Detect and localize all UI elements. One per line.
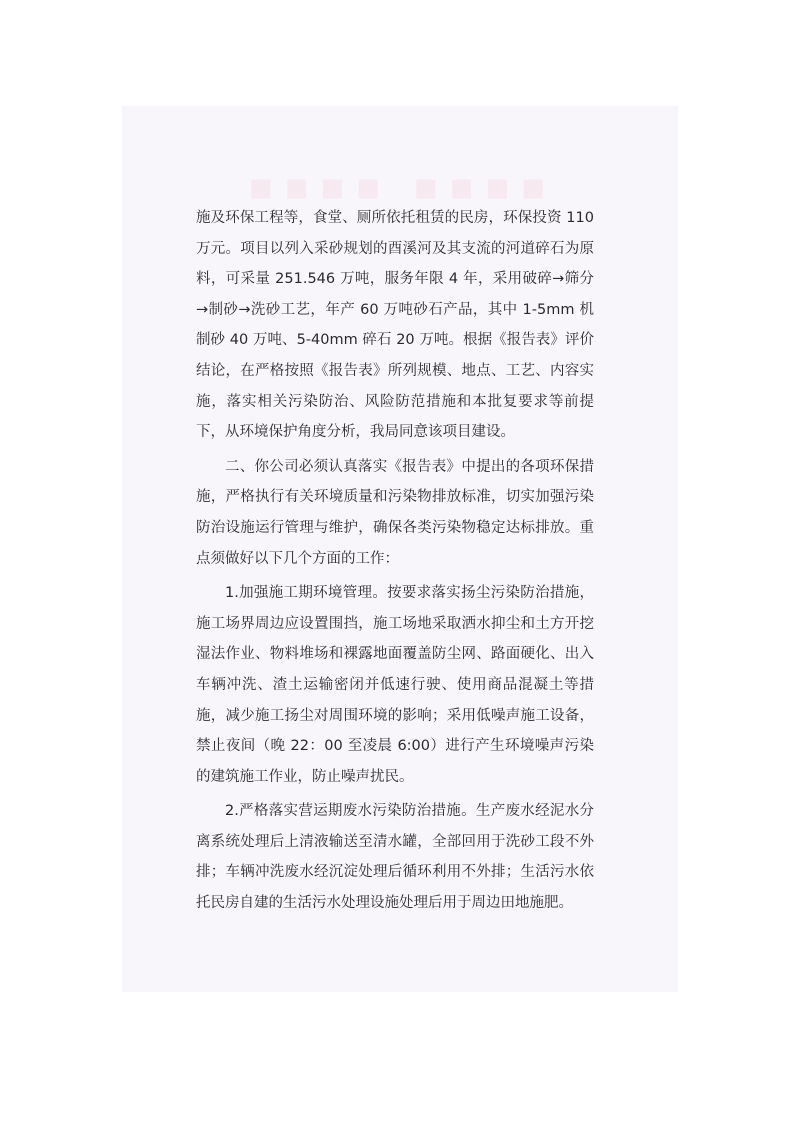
paragraph-section-two: 二、你公司必须认真落实《报告表》中提出的各项环保措施，严格执行有关环境质量和污染物排放标准，切实加强污染防治设施运行管理与维护，确保各类污染物稳定达标排放。重点须做好以下几个方面的工作： — [196, 458, 594, 567]
document-body — [196, 203, 594, 919]
paragraph-project-summary: 施及环保工程等，食堂、厕所依托租赁的民房，环保投资 110 万元。项目以列入采砂规划的酉溪河及其支流的河道碎石为原料，可采量 251.546 万吨，服务年限 4 年，采用破碎→筛分→制砂→洗砂工艺，年产 60 万吨砂石产品，其中 1-5mm 机制砂 40 万吨、5-40mm 碎石 20 万吨。根据《报告表》评价结论，在严格按照《报告表》所列规模、地点、工艺、内容实施，落实相关污染防治、风险防范措施和本批复要求等前提下，从环境保护角度分析，我局同意该项目建设。 — [196, 210, 594, 441]
faded-seal-watermark: ▪▪▪▪ ▪▪▪▪ — [247, 164, 557, 208]
paragraph-item-two: 2.严格落实营运期废水污染防治措施。生产废水经泥水分离系统处理后上清液输送至清水罐，全部回用于洗砂工段不外排；车辆冲洗废水经沉淀处理后循环利用不外排；生活污水依托民房自建的生活污水处理设施处理后用于周边田地施肥。 — [196, 803, 594, 912]
scanned-page — [122, 106, 678, 992]
paragraph-item-one: 1.加强施工期环境管理。按要求落实扬尘污染防治措施，施工场界周边应设置围挡，施工场地采取洒水抑尘和土方开挖湿法作业、物料堆场和裸露地面覆盖防尘网、路面硬化、出入车辆冲洗、渣土运输密闭并低速行驶、使用商品混凝土等措施，减少施工扬尘对周围环境的影响；采用低噪声施工设备，禁止夜间（晚 22：00 至凌晨 6:00）进行产生环境噪声污染的建筑施工作业，防止噪声扰民。 — [196, 585, 594, 785]
